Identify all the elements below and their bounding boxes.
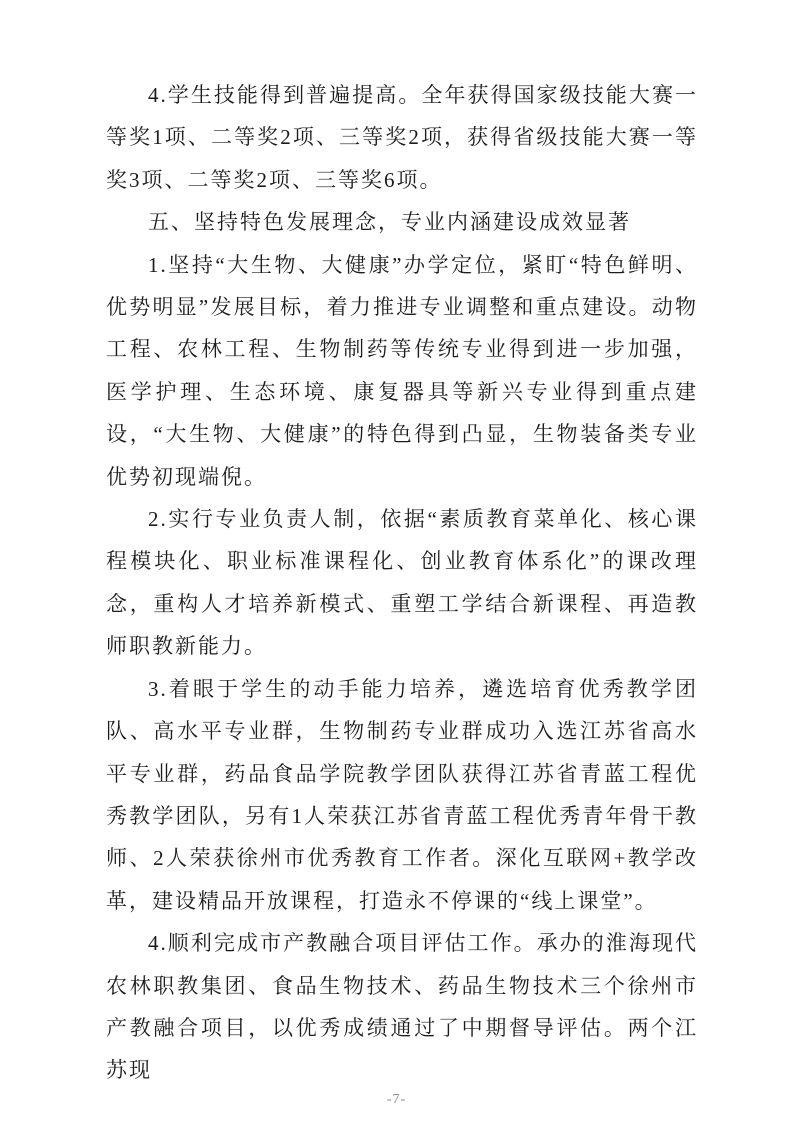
document-body bbox=[106, 74, 698, 1092]
section-heading-five: 五、坚持特色发展理念，专业内涵建设成效显著 bbox=[148, 210, 631, 235]
paragraph-positioning: 1.坚持“大生物、大健康”办学定位，紧盯“特色鲜明、优势明显”发展目标，着力推进专业调整和重点建设。动物工程、农林工程、生物制药等传统专业得到进一步加强，医学护理、生态环境、康复器具等新兴专业得到重点建设，“大生物、大健康”的特色得到凸显，生物装备类专业优势初现端倪。 bbox=[106, 252, 698, 489]
paragraph-evaluation-projects: 4.顺利完成市产教融合项目评估工作。承办的淮海现代农林职教集团、食品生物技术、药品生物技术三个徐州市产教融合项目，以优秀成绩通过了中期督导评估。两个江苏现 bbox=[106, 931, 698, 1083]
paragraph-teaching-teams: 3.着眼于学生的动手能力培养，遴选培育优秀教学团队、高水平专业群，生物制药专业群成功入选江苏省高水平专业群，药品食品学院教学团队获得江苏省青蓝工程优秀教学团队，另有1人荣获江苏省青蓝工程优秀青年骨干教师、2人荣获徐州市优秀教育工作者。深化互联网+教学改革，建设精品开放课程，打造永不停课的“线上课堂”。 bbox=[106, 676, 698, 913]
paragraph-curriculum-reform: 2.实行专业负责人制，依据“素质教育菜单化、核心课程模块化、职业标准课程化、创业教育体系化”的课改理念，重构人才培养新模式、重塑工学结合新课程、再造教师职教新能力。 bbox=[106, 507, 698, 659]
page-number: -7- bbox=[386, 1092, 407, 1107]
paragraph-skill-awards: 4.学生技能得到普遍提高。全年获得国家级技能大赛一等奖1项、二等奖2项、三等奖2项，获得省级技能大赛一等奖3项、二等奖2项、三等奖6项。 bbox=[106, 83, 698, 192]
